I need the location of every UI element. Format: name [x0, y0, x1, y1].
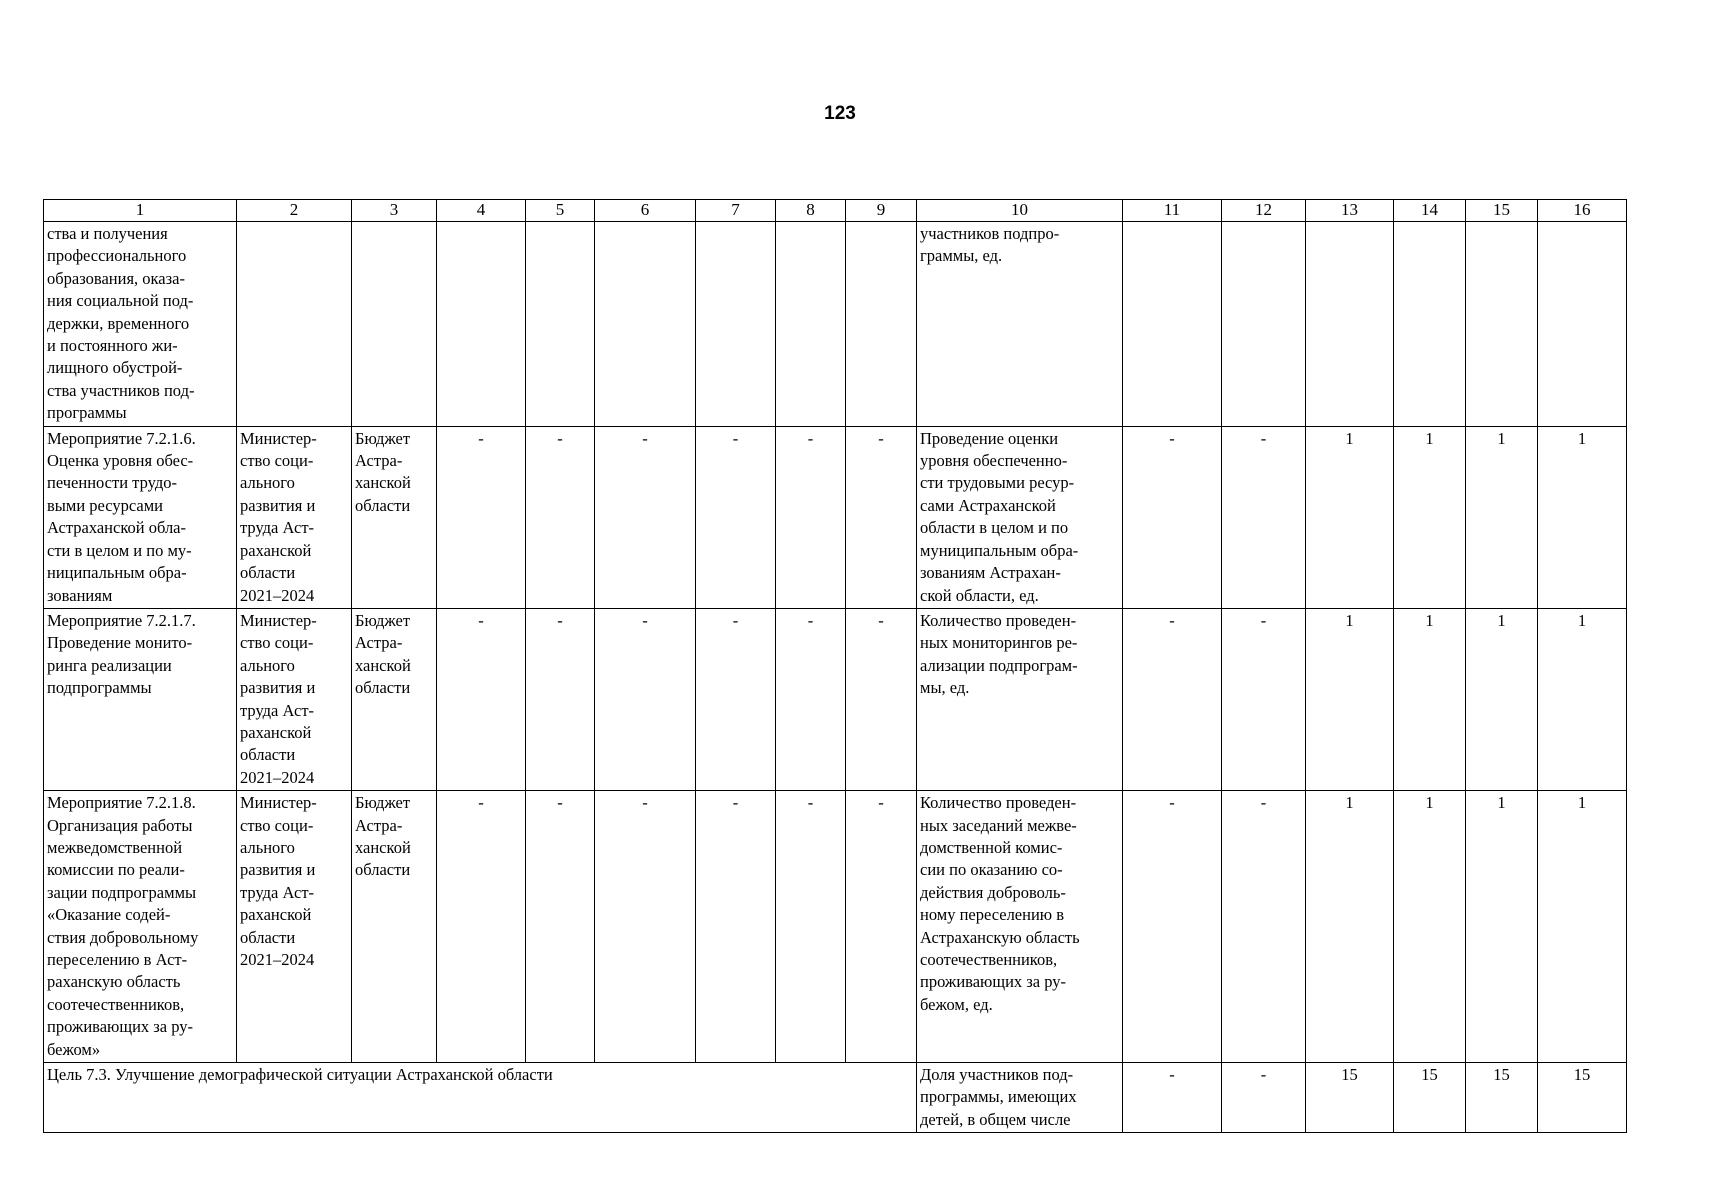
value-cell: -: [437, 426, 526, 608]
empty-cell: [1222, 222, 1306, 427]
value-cell: -: [437, 608, 526, 790]
value-cell: 1: [1466, 608, 1538, 790]
value-cell: -: [696, 608, 776, 790]
value-cell: 1: [1394, 791, 1466, 1063]
empty-cell: [846, 222, 917, 427]
indicator-cell: Проведение оценки уровня обеспеченно- сти трудовыми ресур- сами Астраханской области в целом и по муниципальным обра- зованиям Астрахан- ской области, ед.: [917, 426, 1123, 608]
value-cell: -: [776, 791, 846, 1063]
column-header: 12: [1222, 200, 1306, 222]
column-header: 14: [1394, 200, 1466, 222]
empty-cell: [595, 222, 696, 427]
empty-cell: [1123, 222, 1222, 427]
empty-cell: [1466, 222, 1538, 427]
measure-cell: Мероприятие 7.2.1.7. Проведение монито- ринга реализации подпрограммы: [44, 608, 237, 790]
value-cell: -: [595, 426, 696, 608]
empty-cell: [237, 222, 352, 427]
column-header: 8: [776, 200, 846, 222]
value-cell: -: [526, 791, 595, 1063]
value-cell: 15: [1466, 1063, 1538, 1133]
column-number-row: [44, 200, 1627, 222]
value-cell: -: [526, 608, 595, 790]
indicator-cell: участников подпро- граммы, ед.: [917, 222, 1123, 427]
value-cell: 1: [1306, 426, 1394, 608]
goal-cell: Цель 7.3. Улучшение демографической ситуации Астраханской области: [44, 1063, 917, 1133]
indicator-cell: Количество проведен- ных заседаний межве- домственной комис- сии по оказанию со- действия доброволь- ному переселению в Астраханскую область соотечественников, проживающих за ру- бежом, ед.: [917, 791, 1123, 1063]
column-header: 11: [1123, 200, 1222, 222]
column-header: 4: [437, 200, 526, 222]
empty-cell: [1538, 222, 1627, 427]
value-cell: -: [1123, 608, 1222, 790]
executor-cell: Министер- ство соци- ального развития и труда Аст- раханской области 2021–2024: [237, 791, 352, 1063]
column-header: 7: [696, 200, 776, 222]
indicator-cell: Количество проведен- ных мониторингов ре- ализации подпрограм- мы, ед.: [917, 608, 1123, 790]
column-header: 1: [44, 200, 237, 222]
value-cell: 1: [1306, 791, 1394, 1063]
empty-cell: [352, 222, 437, 427]
value-cell: 1: [1306, 608, 1394, 790]
column-header: 16: [1538, 200, 1627, 222]
value-cell: -: [1123, 426, 1222, 608]
funding-cell: Бюджет Астра- ханской области: [352, 608, 437, 790]
value-cell: -: [696, 426, 776, 608]
measure-cell: ства и получения профессионального образования, оказа- ния социальной под- держки, временного и постоянного жи- лищного обустрой- ства участников под- программы: [44, 222, 237, 427]
value-cell: -: [1222, 426, 1306, 608]
value-cell: 1: [1538, 791, 1627, 1063]
empty-cell: [526, 222, 595, 427]
value-cell: -: [1123, 791, 1222, 1063]
column-header: 9: [846, 200, 917, 222]
table-row: [44, 608, 1627, 790]
value-cell: 1: [1466, 791, 1538, 1063]
table-row: [44, 222, 1627, 427]
column-header: 2: [237, 200, 352, 222]
empty-cell: [696, 222, 776, 427]
measure-cell: Мероприятие 7.2.1.8. Организация работы межведомственной комиссии по реали- зации подпрограммы «Оказание содей- ствия добровольному переселению в Аст- раханскую область соотечественников, проживающих за ру- бежом»: [44, 791, 237, 1063]
column-header: 6: [595, 200, 696, 222]
value-cell: 1: [1538, 426, 1627, 608]
column-header: 3: [352, 200, 437, 222]
measure-cell: Мероприятие 7.2.1.6. Оценка уровня обес- печенности трудо- выми ресурсами Астраханской обла- сти в целом и по му- ниципальным обра- зованиям: [44, 426, 237, 608]
funding-cell: Бюджет Астра- ханской области: [352, 426, 437, 608]
empty-cell: [1394, 222, 1466, 427]
empty-cell: [1306, 222, 1394, 427]
value-cell: 1: [1466, 426, 1538, 608]
value-cell: -: [846, 426, 917, 608]
executor-cell: Министер- ство соци- ального развития и труда Аст- раханской области 2021–2024: [237, 608, 352, 790]
value-cell: 1: [1394, 426, 1466, 608]
column-header: 10: [917, 200, 1123, 222]
value-cell: -: [696, 791, 776, 1063]
funding-cell: Бюджет Астра- ханской области: [352, 791, 437, 1063]
column-header: 15: [1466, 200, 1538, 222]
empty-cell: [776, 222, 846, 427]
value-cell: 15: [1538, 1063, 1627, 1133]
value-cell: -: [526, 426, 595, 608]
value-cell: -: [1222, 608, 1306, 790]
value-cell: -: [846, 791, 917, 1063]
value-cell: -: [846, 608, 917, 790]
column-header: 13: [1306, 200, 1394, 222]
executor-cell: Министер- ство соци- ального развития и труда Аст- раханской области 2021–2024: [237, 426, 352, 608]
table-row: [44, 791, 1627, 1063]
value-cell: -: [437, 791, 526, 1063]
value-cell: -: [595, 608, 696, 790]
indicator-cell: Доля участников под- программы, имеющих детей, в общем числе: [917, 1063, 1123, 1133]
value-cell: -: [776, 426, 846, 608]
value-cell: -: [1123, 1063, 1222, 1133]
value-cell: -: [1222, 791, 1306, 1063]
value-cell: -: [595, 791, 696, 1063]
value-cell: -: [1222, 1063, 1306, 1133]
empty-cell: [437, 222, 526, 427]
value-cell: 1: [1394, 608, 1466, 790]
value-cell: 15: [1394, 1063, 1466, 1133]
goal-row: [44, 1063, 1627, 1133]
column-header: 5: [526, 200, 595, 222]
value-cell: 1: [1538, 608, 1627, 790]
page-number: 123: [824, 103, 856, 124]
table-row: [44, 426, 1627, 608]
measures-table: [43, 199, 1627, 1133]
value-cell: -: [776, 608, 846, 790]
value-cell: 15: [1306, 1063, 1394, 1133]
